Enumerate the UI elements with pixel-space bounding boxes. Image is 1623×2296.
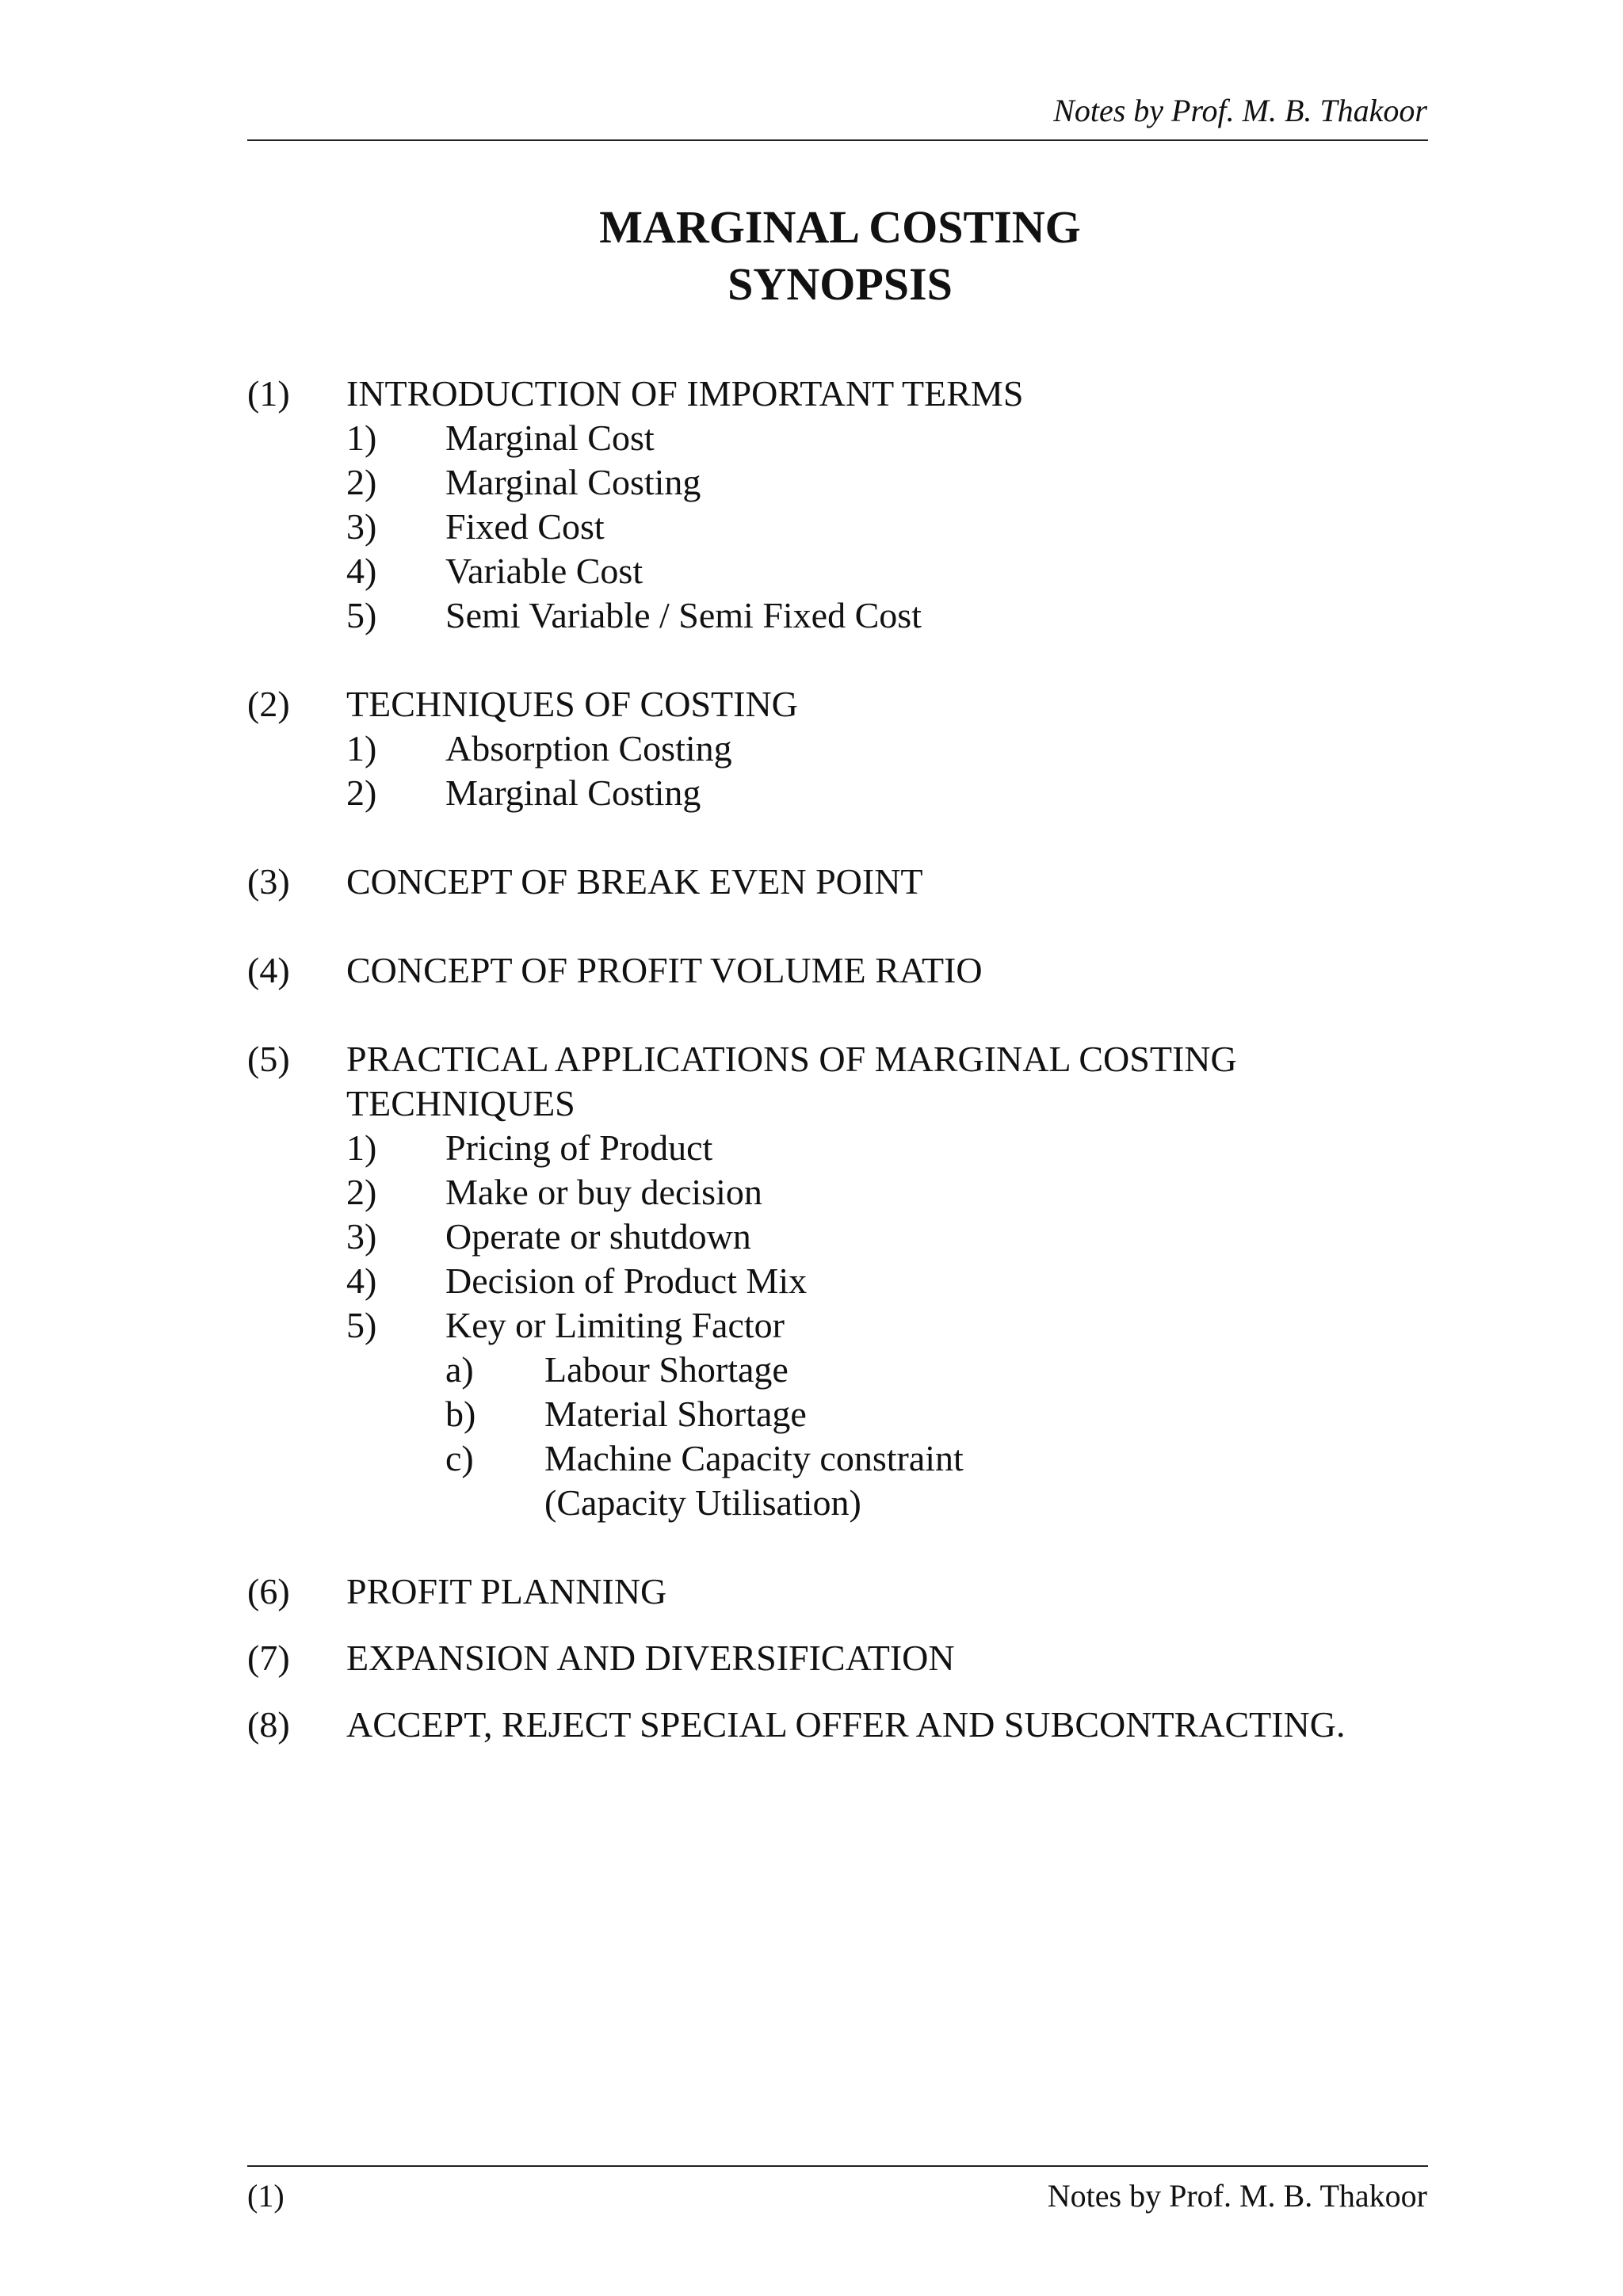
document-subtitle: SYNOPSIS <box>727 258 953 310</box>
item-number: 5) <box>346 1305 377 1345</box>
subitem-letter: b) <box>445 1394 476 1434</box>
item-text: Pricing of Product <box>445 1127 713 1168</box>
item-text: Absorption Costing <box>445 728 732 769</box>
section-number: (7) <box>247 1638 290 1678</box>
item-number: 2) <box>346 462 377 502</box>
section-title-continued: TECHNIQUES <box>346 1083 575 1123</box>
section-number: (5) <box>247 1039 290 1079</box>
item-text: Make or buy decision <box>445 1172 762 1212</box>
subitem-letter: a) <box>445 1349 474 1390</box>
footer-author: Notes by Prof. M. B. Thakoor <box>1047 2178 1427 2214</box>
section-title: PRACTICAL APPLICATIONS OF MARGINAL COSTING <box>346 1039 1237 1079</box>
item-text: Marginal Costing <box>445 772 701 813</box>
section-number: (3) <box>247 861 290 902</box>
item-text: Semi Variable / Semi Fixed Cost <box>445 595 922 635</box>
item-text: Key or Limiting Factor <box>445 1305 785 1345</box>
item-number: 1) <box>346 728 377 769</box>
item-number: 3) <box>346 506 377 547</box>
section-number: (6) <box>247 1571 290 1611</box>
item-text: Operate or shutdown <box>445 1216 751 1257</box>
item-number: 4) <box>346 1261 377 1301</box>
page-number: (1) <box>247 2178 285 2214</box>
item-text: Decision of Product Mix <box>445 1261 808 1301</box>
subitem-text: Labour Shortage <box>544 1349 789 1390</box>
item-number: 4) <box>346 551 377 591</box>
section-number: (4) <box>247 950 290 990</box>
section-title: CONCEPT OF BREAK EVEN POINT <box>346 861 923 902</box>
section-title: TECHNIQUES OF COSTING <box>346 684 798 724</box>
section-number: (8) <box>247 1704 290 1745</box>
item-text: Fixed Cost <box>445 506 605 547</box>
subitem-letter: c) <box>445 1438 474 1478</box>
footer-rule <box>247 2165 1428 2167</box>
item-text: Marginal Cost <box>445 418 655 458</box>
section-title: PROFIT PLANNING <box>346 1571 667 1611</box>
running-header: Notes by Prof. M. B. Thakoor <box>1053 93 1427 128</box>
item-number: 5) <box>346 595 377 635</box>
item-number: 2) <box>346 1172 377 1212</box>
header-rule <box>247 139 1428 141</box>
section-title: EXPANSION AND DIVERSIFICATION <box>346 1638 955 1678</box>
section-number: (1) <box>247 373 290 414</box>
item-number: 1) <box>346 418 377 458</box>
section-title: ACCEPT, REJECT SPECIAL OFFER AND SUBCONTRACTING. <box>346 1704 1346 1745</box>
item-number: 1) <box>346 1127 377 1168</box>
subitem-text: Machine Capacity constraint <box>544 1438 964 1478</box>
item-text: Marginal Costing <box>445 462 701 502</box>
subitem-text-continued: (Capacity Utilisation) <box>544 1482 861 1523</box>
section-title: INTRODUCTION OF IMPORTANT TERMS <box>346 373 1024 414</box>
section-title: CONCEPT OF PROFIT VOLUME RATIO <box>346 950 983 990</box>
subitem-text: Material Shortage <box>544 1394 807 1434</box>
item-number: 3) <box>346 1216 377 1257</box>
document-title: MARGINAL COSTING <box>599 201 1081 253</box>
item-text: Variable Cost <box>445 551 643 591</box>
section-number: (2) <box>247 684 290 724</box>
item-number: 2) <box>346 772 377 813</box>
